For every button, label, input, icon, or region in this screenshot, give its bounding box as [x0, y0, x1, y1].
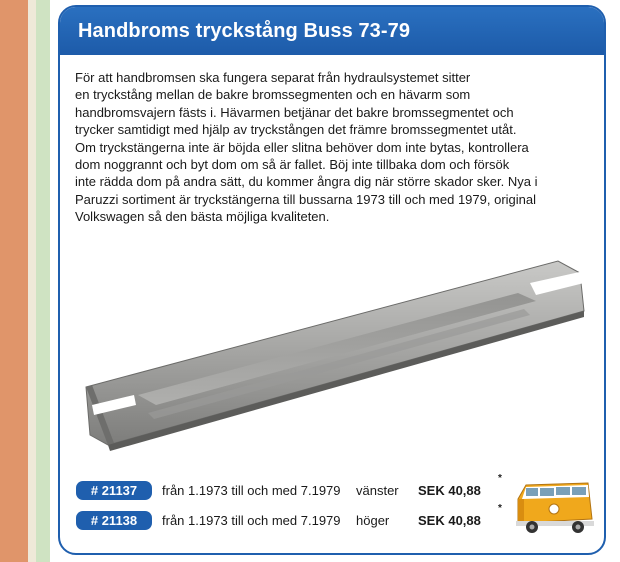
description-line: För att handbromsen ska fungera separat från hydraulsystemet sitter [75, 70, 471, 85]
description-line: Paruzzi sortiment är tryckstängerna till bussarna 1973 till och med 1979, original [75, 191, 537, 207]
decorative-stripe-green [36, 0, 50, 562]
model-year-range: från 1.1973 till och med 7.1979 [162, 482, 341, 498]
article-number-badge[interactable]: # 21138 [76, 511, 152, 530]
price-footnote-mark: * [498, 473, 502, 484]
product-side: höger [356, 512, 390, 528]
product-price: SEK 40,88 [418, 482, 481, 498]
vw-bus-icon [512, 477, 596, 539]
description-line: en tryckstång mellan de bakre bromssegmenten och en hävarm som [75, 87, 471, 103]
model-year-range: från 1.1973 till och med 7.1979 [162, 512, 341, 528]
card-header [60, 7, 604, 55]
price-footnote-mark: * [498, 503, 502, 514]
product-card [58, 5, 606, 555]
description-line: Volkswagen så den bästa möjliga kvaliteten. [75, 209, 330, 225]
description-line: inte rädda dom på andra sätt, du kommer ångra dig när större skador sker. Nya i [75, 174, 538, 190]
description-line: Om tryckstängerna inte är böjda eller slitna behöver dom inte bytas, kontrollera [75, 139, 529, 155]
decorative-stripe-light [28, 0, 36, 562]
product-row[interactable] [76, 479, 488, 501]
decorative-stripe-orange [0, 0, 28, 562]
description-line: trycker samtidigt med hjälp av tryckstången det främre bromssegmentet utåt. [75, 122, 517, 138]
product-description [75, 69, 595, 226]
description-line: handbromsvajern fästs i. Hävarmen betjänar det bakre bromssegmentet och [75, 104, 514, 120]
product-price: SEK 40,88 [418, 512, 481, 528]
page-title: Handbroms tryckstång Buss 73-79 [78, 19, 411, 42]
article-number-badge[interactable]: # 21137 [76, 481, 152, 500]
product-row[interactable] [76, 509, 488, 531]
product-side: vänster [356, 482, 399, 498]
push-rod-image [78, 245, 590, 465]
description-line: dom noggrannt och byt dom om så är fallet. Böj inte tillbaka dom och försök [75, 157, 510, 173]
